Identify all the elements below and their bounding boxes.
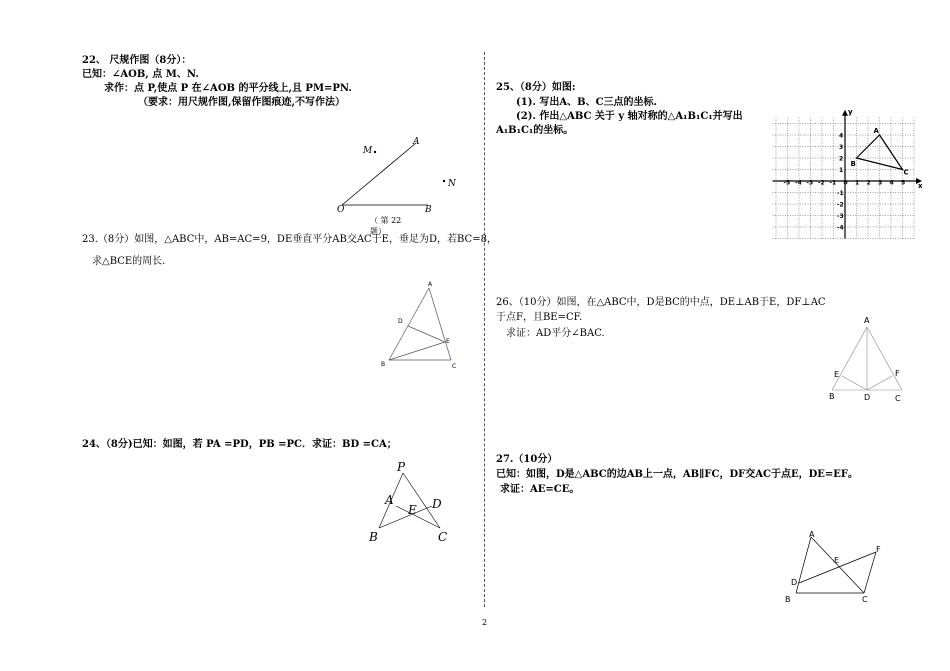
q23-figure: [380, 280, 470, 380]
point-a-label: A: [873, 127, 879, 135]
x-tick-label: -2: [818, 179, 825, 187]
x-tick-label: -5: [783, 179, 791, 187]
q27-line2: 求证：AE=CE。: [500, 484, 580, 495]
q23-label-e: E: [446, 338, 450, 345]
triangle-abc: [857, 135, 903, 170]
x-axis-label: x: [918, 182, 923, 190]
q26-label-d: D: [864, 393, 871, 402]
q24-label-c: C: [438, 530, 448, 544]
q26-line2: 于点F，且BE=CF.: [496, 312, 583, 323]
q23-label-d: D: [398, 318, 403, 325]
y-tick-label: 2: [839, 155, 844, 163]
q24-line1: 24、（8分)已知：如图，若 PA =PD，PB =PC．求证：BD =CA；: [82, 439, 397, 450]
q25-part1: (1). 写出A、B、C三点的坐标.: [516, 97, 658, 108]
q26-line1: 26、（10分）如图，在△ABC中，D是BC的中点，DE⊥AB于E，DF⊥AC: [496, 297, 826, 308]
x-tick-label: -1: [829, 179, 837, 187]
q27-label-c: C: [862, 595, 868, 604]
q22-given: 已知：∠AOB, 点 M、N.: [82, 69, 199, 80]
y-tick-label: -4: [837, 224, 844, 232]
point-b-label: B: [850, 160, 856, 168]
q26-label-c: C: [895, 394, 901, 403]
q24-label-p: P: [397, 460, 406, 474]
q27-label-d: D: [791, 578, 798, 587]
q27-label-e: E: [834, 556, 840, 565]
q27-label-b: B: [785, 595, 791, 604]
q22-caption-1: （ 第 22: [370, 216, 402, 225]
y-tick-label: -3: [837, 213, 844, 220]
y-tick-label: 1: [839, 167, 844, 174]
q24-label-b: B: [369, 530, 378, 544]
q27-figure: [785, 530, 885, 605]
x-tick-label: 0: [843, 179, 848, 187]
x-tick-label: 2: [866, 179, 871, 187]
y-tick-label: 3: [839, 144, 844, 151]
x-tick-label: 1: [855, 179, 860, 187]
q25-part2: (2). 作出△ABC 关于 y 轴对称的△A₁B₁C₁并写出: [516, 111, 743, 122]
q23-line2: 求△BCE的周长.: [92, 256, 166, 267]
y-tick-label: -2: [837, 201, 844, 209]
q26-label-a: A: [864, 316, 870, 325]
q22-title: 22、 尺规作图（8分）：: [82, 55, 192, 66]
x-tick-label: 3: [878, 179, 883, 187]
y-tick-label: 4: [839, 132, 844, 140]
y-axis-label: y: [848, 107, 853, 116]
q23-label-a: A: [428, 281, 433, 288]
q26-line3: 求证：AD平分∠BAC.: [506, 328, 605, 339]
q27-title: 27.（10分）: [496, 454, 558, 465]
x-tick-label: 4: [889, 179, 894, 187]
q22-task: 求作：点 P,使点 P 在∠AOB 的平分线上,且 PM=PN.: [104, 83, 352, 94]
x-tick-label: 5: [901, 179, 906, 187]
point-c-label: C: [903, 168, 909, 177]
q22-note: （要求：用尺规作图,保留作图痕迹,不写作法）: [138, 97, 345, 108]
page-number: 2: [482, 618, 488, 627]
q27-label-f: F: [876, 545, 881, 554]
q25-part2b: A₁B₁C₁的坐标。: [496, 125, 574, 136]
q24-label-d: D: [432, 497, 442, 511]
q22-label-b: B: [425, 205, 432, 215]
q27-line1: 已知：如图，D是△ABC的边AB上一点，AB∥FC，DF交AC于点E，DE=EF。: [496, 469, 858, 480]
q22-label-m: M: [363, 146, 373, 156]
q27-label-a: A: [809, 530, 815, 539]
q25-coordinate-grid: [770, 107, 923, 237]
q22-label-o: O: [337, 205, 345, 215]
q25-title: 25、（8分）如图:: [496, 82, 576, 93]
q26-label-e: E: [834, 370, 840, 379]
q26-label-b: B: [829, 392, 835, 401]
y-tick-label: -1: [837, 190, 844, 197]
q22-label-n: N: [448, 179, 456, 189]
q23-line1: 23.（8分）如图，△ABC中，AB=AC=9，DE垂直平分AB交AC于E，垂足为D，若BC=8，: [82, 234, 497, 245]
q26-label-f: F: [895, 369, 900, 378]
q23-label-c: C: [452, 363, 457, 370]
q24-label-a: A: [385, 493, 394, 507]
q22-label-a: A: [413, 137, 420, 147]
q22-caption-2: 题）: [370, 227, 386, 236]
x-tick-label: -3: [806, 179, 814, 187]
x-tick-label: -4: [795, 179, 802, 187]
q23-label-b: B: [381, 361, 386, 368]
column-divider: [484, 52, 485, 607]
q24-label-e: E: [408, 503, 417, 517]
